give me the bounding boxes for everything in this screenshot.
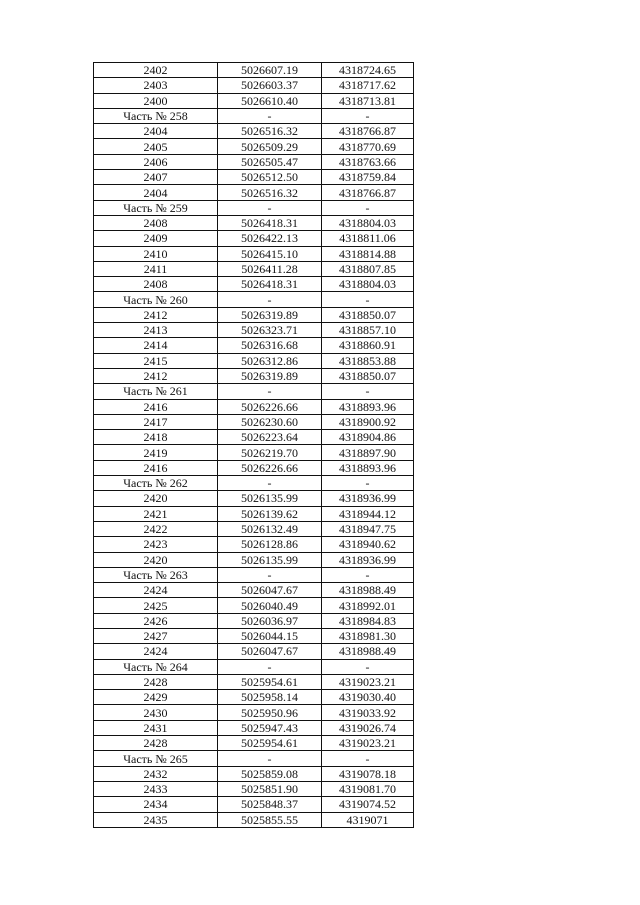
section-row bbox=[94, 476, 414, 491]
section-row bbox=[94, 751, 414, 766]
table-row bbox=[94, 781, 414, 796]
point-number-cell: 2415 bbox=[94, 353, 218, 368]
point-number-cell: 2434 bbox=[94, 797, 218, 812]
table-row bbox=[94, 185, 414, 200]
x-coordinate-cell: 5026230.60 bbox=[218, 414, 322, 429]
point-number-cell: 2433 bbox=[94, 781, 218, 796]
y-coordinate-cell: 4318759.84 bbox=[322, 170, 414, 185]
point-number-cell: 2428 bbox=[94, 674, 218, 689]
point-number-cell: 2416 bbox=[94, 399, 218, 414]
point-number-cell: 2425 bbox=[94, 598, 218, 613]
point-number-cell: 2404 bbox=[94, 124, 218, 139]
table-row bbox=[94, 797, 414, 812]
y-coordinate-cell: 4318988.49 bbox=[322, 644, 414, 659]
x-coordinate-cell: 5026415.10 bbox=[218, 246, 322, 261]
y-coordinate-cell: - bbox=[322, 292, 414, 307]
y-coordinate-cell: 4319033.92 bbox=[322, 705, 414, 720]
y-coordinate-cell: 4318981.30 bbox=[322, 628, 414, 643]
coordinates-table bbox=[93, 62, 414, 828]
x-coordinate-cell: 5025958.14 bbox=[218, 690, 322, 705]
table-row bbox=[94, 124, 414, 139]
y-coordinate-cell: 4319023.21 bbox=[322, 674, 414, 689]
point-number-cell: 2400 bbox=[94, 93, 218, 108]
section-row bbox=[94, 384, 414, 399]
point-number-cell: 2416 bbox=[94, 460, 218, 475]
table-row bbox=[94, 537, 414, 552]
x-coordinate-cell: 5026316.68 bbox=[218, 338, 322, 353]
y-coordinate-cell: 4318807.85 bbox=[322, 261, 414, 276]
x-coordinate-cell: 5026512.50 bbox=[218, 170, 322, 185]
table-row bbox=[94, 583, 414, 598]
point-number-cell: 2402 bbox=[94, 63, 218, 78]
point-number-cell: 2413 bbox=[94, 323, 218, 338]
x-coordinate-cell: 5026516.32 bbox=[218, 185, 322, 200]
table-row bbox=[94, 613, 414, 628]
table-row bbox=[94, 338, 414, 353]
table-row bbox=[94, 170, 414, 185]
table-row bbox=[94, 445, 414, 460]
x-coordinate-cell: 5026610.40 bbox=[218, 93, 322, 108]
x-coordinate-cell: 5026219.70 bbox=[218, 445, 322, 460]
table-row bbox=[94, 705, 414, 720]
x-coordinate-cell: 5025947.43 bbox=[218, 720, 322, 735]
y-coordinate-cell: 4318893.96 bbox=[322, 399, 414, 414]
x-coordinate-cell: - bbox=[218, 567, 322, 582]
table-row bbox=[94, 521, 414, 536]
point-number-cell: 2431 bbox=[94, 720, 218, 735]
point-number-cell: 2420 bbox=[94, 552, 218, 567]
y-coordinate-cell: 4318936.99 bbox=[322, 491, 414, 506]
x-coordinate-cell: - bbox=[218, 476, 322, 491]
table-row bbox=[94, 414, 414, 429]
point-number-cell: 2422 bbox=[94, 521, 218, 536]
point-number-cell: 2424 bbox=[94, 583, 218, 598]
table-row bbox=[94, 430, 414, 445]
x-coordinate-cell: - bbox=[218, 200, 322, 215]
section-row bbox=[94, 108, 414, 123]
section-label-cell: Часть № 262 bbox=[94, 476, 218, 491]
x-coordinate-cell: 5026323.71 bbox=[218, 323, 322, 338]
x-coordinate-cell: 5025848.37 bbox=[218, 797, 322, 812]
point-number-cell: 2424 bbox=[94, 644, 218, 659]
point-number-cell: 2405 bbox=[94, 139, 218, 154]
y-coordinate-cell: 4318897.90 bbox=[322, 445, 414, 460]
table-row bbox=[94, 93, 414, 108]
x-coordinate-cell: 5026516.32 bbox=[218, 124, 322, 139]
point-number-cell: 2432 bbox=[94, 766, 218, 781]
table-row bbox=[94, 812, 414, 827]
point-number-cell: 2406 bbox=[94, 154, 218, 169]
x-coordinate-cell: 5025851.90 bbox=[218, 781, 322, 796]
y-coordinate-cell: 4319026.74 bbox=[322, 720, 414, 735]
table-row bbox=[94, 215, 414, 230]
x-coordinate-cell: - bbox=[218, 384, 322, 399]
section-row bbox=[94, 567, 414, 582]
x-coordinate-cell: 5026139.62 bbox=[218, 506, 322, 521]
x-coordinate-cell: 5026418.31 bbox=[218, 215, 322, 230]
point-number-cell: 2420 bbox=[94, 491, 218, 506]
table-row bbox=[94, 78, 414, 93]
y-coordinate-cell: - bbox=[322, 567, 414, 582]
y-coordinate-cell: 4319030.40 bbox=[322, 690, 414, 705]
x-coordinate-cell: - bbox=[218, 108, 322, 123]
table-row bbox=[94, 720, 414, 735]
section-label-cell: Часть № 264 bbox=[94, 659, 218, 674]
point-number-cell: 2412 bbox=[94, 307, 218, 322]
point-number-cell: 2421 bbox=[94, 506, 218, 521]
section-row bbox=[94, 292, 414, 307]
y-coordinate-cell: 4319071 bbox=[322, 812, 414, 827]
coordinates-table-body bbox=[94, 63, 414, 828]
table-row bbox=[94, 766, 414, 781]
table-row bbox=[94, 307, 414, 322]
y-coordinate-cell: 4318804.03 bbox=[322, 277, 414, 292]
point-number-cell: 2412 bbox=[94, 368, 218, 383]
section-label-cell: Часть № 261 bbox=[94, 384, 218, 399]
y-coordinate-cell: 4318992.01 bbox=[322, 598, 414, 613]
y-coordinate-cell: - bbox=[322, 200, 414, 215]
section-label-cell: Часть № 265 bbox=[94, 751, 218, 766]
table-row bbox=[94, 690, 414, 705]
x-coordinate-cell: 5025950.96 bbox=[218, 705, 322, 720]
point-number-cell: 2404 bbox=[94, 185, 218, 200]
y-coordinate-cell: - bbox=[322, 108, 414, 123]
x-coordinate-cell: 5026226.66 bbox=[218, 399, 322, 414]
table-row bbox=[94, 674, 414, 689]
table-row bbox=[94, 598, 414, 613]
table-row bbox=[94, 154, 414, 169]
x-coordinate-cell: 5026132.49 bbox=[218, 521, 322, 536]
y-coordinate-cell: 4318724.65 bbox=[322, 63, 414, 78]
table-row bbox=[94, 399, 414, 414]
x-coordinate-cell: 5026040.49 bbox=[218, 598, 322, 613]
point-number-cell: 2430 bbox=[94, 705, 218, 720]
table-row bbox=[94, 460, 414, 475]
x-coordinate-cell: - bbox=[218, 292, 322, 307]
section-label-cell: Часть № 263 bbox=[94, 567, 218, 582]
point-number-cell: 2411 bbox=[94, 261, 218, 276]
x-coordinate-cell: 5026319.89 bbox=[218, 368, 322, 383]
table-row bbox=[94, 261, 414, 276]
section-label-cell: Часть № 259 bbox=[94, 200, 218, 215]
y-coordinate-cell: - bbox=[322, 659, 414, 674]
point-number-cell: 2410 bbox=[94, 246, 218, 261]
section-row bbox=[94, 659, 414, 674]
x-coordinate-cell: 5026135.99 bbox=[218, 552, 322, 567]
table-row bbox=[94, 231, 414, 246]
y-coordinate-cell: 4318853.88 bbox=[322, 353, 414, 368]
y-coordinate-cell: 4319023.21 bbox=[322, 736, 414, 751]
section-row bbox=[94, 200, 414, 215]
y-coordinate-cell: 4318940.62 bbox=[322, 537, 414, 552]
section-label-cell: Часть № 258 bbox=[94, 108, 218, 123]
y-coordinate-cell: 4318936.99 bbox=[322, 552, 414, 567]
point-number-cell: 2435 bbox=[94, 812, 218, 827]
y-coordinate-cell: 4318857.10 bbox=[322, 323, 414, 338]
table-row bbox=[94, 644, 414, 659]
y-coordinate-cell: 4318988.49 bbox=[322, 583, 414, 598]
point-number-cell: 2428 bbox=[94, 736, 218, 751]
table-row bbox=[94, 139, 414, 154]
y-coordinate-cell: 4318814.88 bbox=[322, 246, 414, 261]
x-coordinate-cell: 5026422.13 bbox=[218, 231, 322, 246]
point-number-cell: 2409 bbox=[94, 231, 218, 246]
y-coordinate-cell: 4318944.12 bbox=[322, 506, 414, 521]
y-coordinate-cell: 4319074.52 bbox=[322, 797, 414, 812]
point-number-cell: 2408 bbox=[94, 277, 218, 292]
x-coordinate-cell: 5025859.08 bbox=[218, 766, 322, 781]
x-coordinate-cell: - bbox=[218, 659, 322, 674]
x-coordinate-cell: 5026226.66 bbox=[218, 460, 322, 475]
y-coordinate-cell: - bbox=[322, 751, 414, 766]
table-row bbox=[94, 628, 414, 643]
point-number-cell: 2426 bbox=[94, 613, 218, 628]
y-coordinate-cell: 4318904.86 bbox=[322, 430, 414, 445]
y-coordinate-cell: - bbox=[322, 476, 414, 491]
x-coordinate-cell: - bbox=[218, 751, 322, 766]
point-number-cell: 2407 bbox=[94, 170, 218, 185]
y-coordinate-cell: 4318900.92 bbox=[322, 414, 414, 429]
x-coordinate-cell: 5026418.31 bbox=[218, 277, 322, 292]
y-coordinate-cell: - bbox=[322, 384, 414, 399]
x-coordinate-cell: 5026047.67 bbox=[218, 583, 322, 598]
x-coordinate-cell: 5026319.89 bbox=[218, 307, 322, 322]
table-row bbox=[94, 63, 414, 78]
y-coordinate-cell: 4318860.91 bbox=[322, 338, 414, 353]
y-coordinate-cell: 4318766.87 bbox=[322, 124, 414, 139]
table-row bbox=[94, 491, 414, 506]
point-number-cell: 2423 bbox=[94, 537, 218, 552]
y-coordinate-cell: 4318947.75 bbox=[322, 521, 414, 536]
table-row bbox=[94, 323, 414, 338]
table-row bbox=[94, 277, 414, 292]
y-coordinate-cell: 4318717.62 bbox=[322, 78, 414, 93]
y-coordinate-cell: 4318811.06 bbox=[322, 231, 414, 246]
table-row bbox=[94, 506, 414, 521]
y-coordinate-cell: 4319081.70 bbox=[322, 781, 414, 796]
table-row bbox=[94, 353, 414, 368]
x-coordinate-cell: 5025954.61 bbox=[218, 736, 322, 751]
y-coordinate-cell: 4318763.66 bbox=[322, 154, 414, 169]
x-coordinate-cell: 5026312.86 bbox=[218, 353, 322, 368]
table-row bbox=[94, 368, 414, 383]
y-coordinate-cell: 4318770.69 bbox=[322, 139, 414, 154]
x-coordinate-cell: 5025954.61 bbox=[218, 674, 322, 689]
point-number-cell: 2403 bbox=[94, 78, 218, 93]
x-coordinate-cell: 5026223.64 bbox=[218, 430, 322, 445]
x-coordinate-cell: 5026509.29 bbox=[218, 139, 322, 154]
x-coordinate-cell: 5026128.86 bbox=[218, 537, 322, 552]
x-coordinate-cell: 5026036.97 bbox=[218, 613, 322, 628]
point-number-cell: 2418 bbox=[94, 430, 218, 445]
y-coordinate-cell: 4318804.03 bbox=[322, 215, 414, 230]
y-coordinate-cell: 4318850.07 bbox=[322, 307, 414, 322]
x-coordinate-cell: 5026505.47 bbox=[218, 154, 322, 169]
x-coordinate-cell: 5026044.15 bbox=[218, 628, 322, 643]
table-row bbox=[94, 552, 414, 567]
table-row bbox=[94, 736, 414, 751]
y-coordinate-cell: 4318766.87 bbox=[322, 185, 414, 200]
y-coordinate-cell: 4318713.81 bbox=[322, 93, 414, 108]
x-coordinate-cell: 5026411.28 bbox=[218, 261, 322, 276]
table-row bbox=[94, 246, 414, 261]
point-number-cell: 2419 bbox=[94, 445, 218, 460]
x-coordinate-cell: 5026047.67 bbox=[218, 644, 322, 659]
x-coordinate-cell: 5026607.19 bbox=[218, 63, 322, 78]
x-coordinate-cell: 5026603.37 bbox=[218, 78, 322, 93]
point-number-cell: 2414 bbox=[94, 338, 218, 353]
y-coordinate-cell: 4318850.07 bbox=[322, 368, 414, 383]
point-number-cell: 2417 bbox=[94, 414, 218, 429]
x-coordinate-cell: 5026135.99 bbox=[218, 491, 322, 506]
point-number-cell: 2408 bbox=[94, 215, 218, 230]
point-number-cell: 2427 bbox=[94, 628, 218, 643]
section-label-cell: Часть № 260 bbox=[94, 292, 218, 307]
point-number-cell: 2429 bbox=[94, 690, 218, 705]
y-coordinate-cell: 4319078.18 bbox=[322, 766, 414, 781]
y-coordinate-cell: 4318893.96 bbox=[322, 460, 414, 475]
y-coordinate-cell: 4318984.83 bbox=[322, 613, 414, 628]
x-coordinate-cell: 5025855.55 bbox=[218, 812, 322, 827]
